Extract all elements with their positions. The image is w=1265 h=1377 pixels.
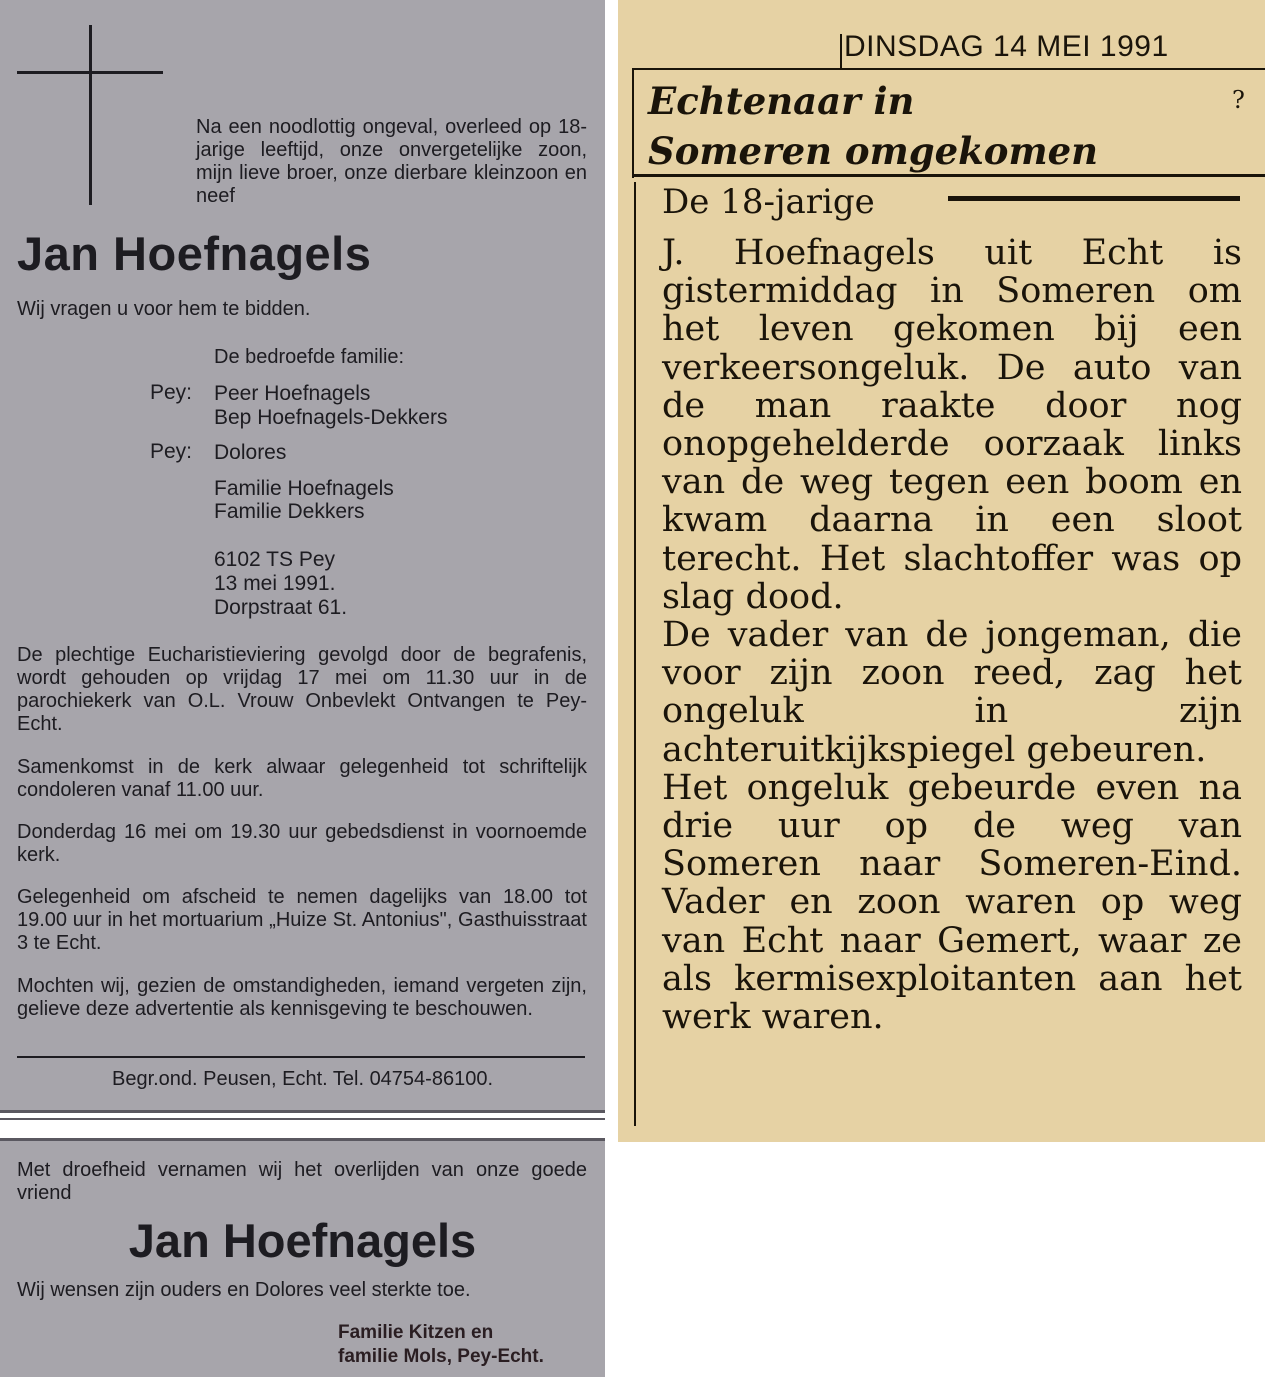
friends-notice-text: Met droefheid vernamen wij het overlijden van onze goede vriend	[17, 1159, 587, 1204]
divider	[634, 226, 636, 1126]
friends-wish: Wij wensen zijn ouders en Dolores veel sterkte toe.	[17, 1279, 471, 1301]
headline-line: Echtenaar in	[648, 79, 915, 123]
article-lead: De 18-jarige	[662, 182, 875, 222]
notice-intro: Na een noodlottig ongeval, overleed op 18-jarige leeftijd, onze onvergetelijke zoon, mijn lieve broer, onze dierbare kleinzoon en neef	[196, 116, 587, 207]
family-member: Dolores	[214, 441, 287, 464]
cross-icon	[89, 25, 92, 205]
article-paragraph: J. Hoefnagels uit Echt is gistermiddag in Someren om het leven gekomen bij een verkeersongeluk. De auto van de man raakte door nog onopgehelderde oorzaak links van de weg tegen een boom en kwam daarna in een sloot terecht. Het slachtoffer was op slag dood.	[662, 233, 1242, 617]
article-body	[662, 234, 1242, 1036]
funeral-info: De plechtige Eucharistieviering gevolgd door de begrafenis, wordt gehouden op vrijdag 17 mei om 11.30 uur in de parochiekerk van O.L. Vrouw Onbevlekt Ontvangen te Pey-Echt.	[17, 644, 587, 735]
article-paragraph: Het ongeluk gebeurde even na drie uur op de weg van Someren naar Someren-Eind. Vader en zoon waren op weg van Echt naar Gemert, waar ze als kermisexploitanten aan het werk waren.	[662, 767, 1242, 1038]
friends-signature	[338, 1321, 544, 1369]
death-notice	[0, 0, 605, 1110]
dateline: DINSDAG 14 MEI 1991	[844, 30, 1169, 63]
prayer-request: Wij vragen u voor hem te bidden.	[17, 298, 311, 320]
divider	[0, 1118, 605, 1120]
divider	[17, 1056, 585, 1058]
headline-line: Someren omgekomen	[648, 129, 1099, 173]
friends-notice	[0, 1138, 605, 1377]
prayer-service-info: Donderdag 16 mei om 19.30 uur gebedsdienst in voornoemde kerk.	[17, 821, 587, 866]
family-member: Peer Hoefnagels	[214, 382, 371, 405]
article-headline	[648, 76, 1098, 176]
divider	[840, 34, 842, 68]
cross-icon-bar	[17, 71, 163, 74]
divider	[634, 68, 1265, 70]
farewell-info: Gelegenheid om afscheid te nemen dagelijks van 18.00 tot 19.00 uur in het mortuarium „Huize St. Antonius", Gasthuisstraat 3 te Echt.	[17, 886, 587, 954]
family-member: Bep Hoefnagels-Dekkers	[214, 406, 448, 429]
condolence-info: Samenkomst in de kerk alwaar gelegenheid tot schriftelijk condoleren vanaf 11.00 uur.	[17, 756, 587, 801]
newspaper-clipping	[618, 0, 1265, 1142]
family-street: Dorpstraat 61.	[214, 596, 348, 619]
notice-disclaimer: Mochten wij, gezien de omstandigheden, iemand vergeten zijn, gelieve deze advertentie als kennisgeving te beschouwen.	[17, 975, 587, 1020]
family-location-label: Pey:	[150, 440, 193, 463]
family-member: Familie Dekkers	[214, 500, 365, 523]
notice-date: 13 mei 1991.	[214, 572, 336, 595]
family-address: 6102 TS Pey	[214, 548, 336, 571]
headline-mark: ?	[1232, 86, 1245, 114]
family-member: Familie Hoefnagels	[214, 477, 394, 500]
divider	[634, 182, 644, 226]
divider	[948, 196, 1240, 201]
undertaker-info: Begr.ond. Peusen, Echt. Tel. 04754-86100.	[111, 1068, 494, 1090]
divider	[634, 174, 1265, 177]
divider	[0, 1110, 605, 1113]
family-location-label: Pey:	[150, 381, 193, 404]
signature-line: Familie Kitzen en	[338, 1322, 494, 1343]
article-paragraph: De vader van de jongeman, die voor zijn zoon reed, zag het ongeluk in zijn achteruitkijkspiegel gebeuren.	[662, 615, 1242, 770]
signature-line: familie Mols, Pey-Echt.	[338, 1346, 544, 1367]
divider	[632, 68, 634, 178]
family-heading: De bedroefde familie:	[214, 346, 405, 368]
deceased-name: Jan Hoefnagels	[128, 1214, 477, 1267]
deceased-name: Jan Hoefnagels	[17, 227, 372, 280]
